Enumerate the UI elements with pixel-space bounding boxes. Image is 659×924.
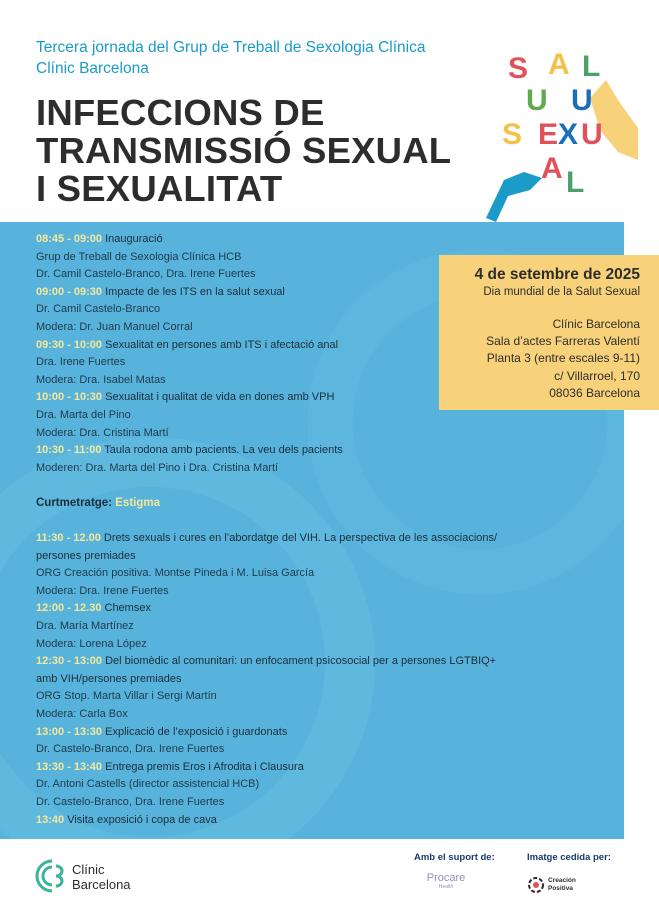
clinic-logo-text: Clínic Barcelona bbox=[72, 862, 131, 892]
schedule-row: persones premiades bbox=[36, 549, 136, 562]
event-subtitle bbox=[36, 37, 506, 79]
address-line: Clínic Barcelona bbox=[552, 317, 640, 331]
logo-letter: U bbox=[571, 84, 593, 117]
schedule-row: Dr. Antoni Castells (director assistencial HCB) bbox=[36, 778, 260, 791]
schedule-row: Modera: Dra. Isabel Matas bbox=[36, 373, 166, 386]
schedule-row: Grup de Treball de Sexologia Clínica HCB bbox=[36, 250, 242, 263]
event-title bbox=[36, 94, 496, 208]
logo-letter: X bbox=[558, 118, 579, 151]
event-date: 4 de setembre de 2025 bbox=[474, 266, 640, 283]
schedule-row: Modera: Dra. Irene Fuertes bbox=[36, 584, 169, 597]
address-line: c/ Villarroel, 170 bbox=[554, 368, 640, 383]
schedule-row: amb VIH/persones premiades bbox=[36, 672, 182, 685]
schedule-row: Modera: Dr. Juan Manuel Corral bbox=[36, 320, 193, 333]
title-line-3: I SEXUALITAT bbox=[36, 168, 283, 209]
logo-letter: S bbox=[502, 118, 523, 151]
schedule-row: Dra. Marta del Pino bbox=[36, 408, 131, 421]
schedule-row: Dra. María Martínez bbox=[36, 620, 134, 633]
schedule-row: 11:30 - 12.00 Drets sexuals i cures en l’abordatge del VIH. La perspectiva de les associacions/ bbox=[36, 532, 498, 545]
schedule-row: 12:00 - 12.30 Chemsex bbox=[36, 602, 151, 615]
image-credit-label: Imatge cedida per: bbox=[527, 852, 611, 863]
schedule-row: 10:00 - 10:30 Sexualitat i qualitat de vida en dones amb VPH bbox=[36, 391, 335, 404]
schedule-row: 13:00 - 13:30 Explicació de l’exposició i guardonats bbox=[36, 725, 288, 738]
creacion-positiva-logo: Creación Positiva bbox=[527, 876, 597, 896]
logo-letter: E bbox=[538, 118, 559, 151]
support-label: Amb el suport de: bbox=[414, 852, 495, 863]
schedule-row: Dr. Camil Castelo-Branco, Dra. Irene Fuertes bbox=[36, 268, 256, 281]
schedule-row: Moderen: Dra. Marta del Pino i Dra. Cristina Martí bbox=[36, 461, 279, 474]
address-line: Planta 3 (entre escales 9-11) bbox=[486, 351, 640, 366]
logo-letter: L bbox=[566, 166, 585, 199]
clinic-barcelona-logo bbox=[34, 858, 154, 894]
schedule-row: 09:30 - 10:00 Sexualitat en persones amb ITS i afectació anal bbox=[36, 338, 339, 351]
logo-letter: A bbox=[548, 48, 570, 81]
logo-letter: U bbox=[526, 84, 548, 117]
schedule-row: 08:45 - 09:00 Inauguració bbox=[36, 233, 163, 245]
event-info-box bbox=[439, 255, 659, 410]
hand-bottom-icon bbox=[486, 172, 542, 222]
schedule-row: 12:30 - 13:00 Del biomèdic al comunitari: un enfocament psicosocial per a persones LGTBIQ+ bbox=[36, 655, 497, 668]
short-film: Curtmetratge: Estigma bbox=[36, 496, 160, 509]
subtitle-line-2: Clínic Barcelona bbox=[36, 60, 149, 77]
title-line-2: TRANSMISSIÓ SEXUAL bbox=[36, 130, 452, 171]
clinic-logo-icon bbox=[34, 858, 68, 894]
schedule-row: Modera: Dra. Cristina Martí bbox=[36, 426, 169, 439]
address-line: 08036 Barcelona bbox=[549, 385, 640, 400]
schedule-row: 10:30 - 11:00 Taula rodona amb pacients. La veu dels pacients bbox=[36, 444, 343, 457]
schedule-row: ORG Stop. Marta Villar i Sergi Martín bbox=[36, 690, 217, 703]
schedule-row: ORG Creación positiva. Montse Pineda i M. Luisa García bbox=[36, 567, 315, 580]
schedule-row: Dra. Irene Fuertes bbox=[36, 356, 126, 369]
event-address bbox=[439, 316, 640, 402]
schedule-row: Dr. Camil Castelo-Branco bbox=[36, 303, 161, 316]
schedule-row: Dr. Castelo-Branco, Dra. Irene Fuertes bbox=[36, 796, 225, 808]
logo-letter: L bbox=[582, 50, 601, 83]
title-line-1: INFECCIONS DE bbox=[36, 92, 325, 133]
salut-sexual-logo bbox=[478, 40, 638, 225]
subtitle-line-1: Tercera jornada del Grup de Treball de Sexologia Clínica bbox=[36, 39, 426, 56]
procare-logo: Procare Health bbox=[426, 872, 466, 890]
logo-letter: S bbox=[508, 52, 529, 85]
schedule-row: 13:40 Visita exposició i copa de cava bbox=[36, 813, 217, 826]
schedule-row: Modera: Lorena López bbox=[36, 637, 147, 650]
schedule-row: 09:00 - 09:30 Impacte de les ITS en la salut sexual bbox=[36, 285, 285, 298]
schedule-row: Modera: Carla Box bbox=[36, 708, 128, 721]
schedule-row: Dr. Castelo-Branco, Dra. Irene Fuertes bbox=[36, 743, 225, 756]
address-line: Sala d’actes Farreras Valentí bbox=[486, 334, 640, 349]
logo-letter: U bbox=[581, 118, 603, 151]
logo-letter: A bbox=[541, 152, 563, 185]
schedule-row: 13:30 - 13:40 Entrega premis Eros i Afrodita i Clausura bbox=[36, 760, 304, 773]
event-day: Dia mundial de la Salut Sexual bbox=[483, 286, 640, 298]
creacion-positiva-icon bbox=[527, 876, 545, 894]
